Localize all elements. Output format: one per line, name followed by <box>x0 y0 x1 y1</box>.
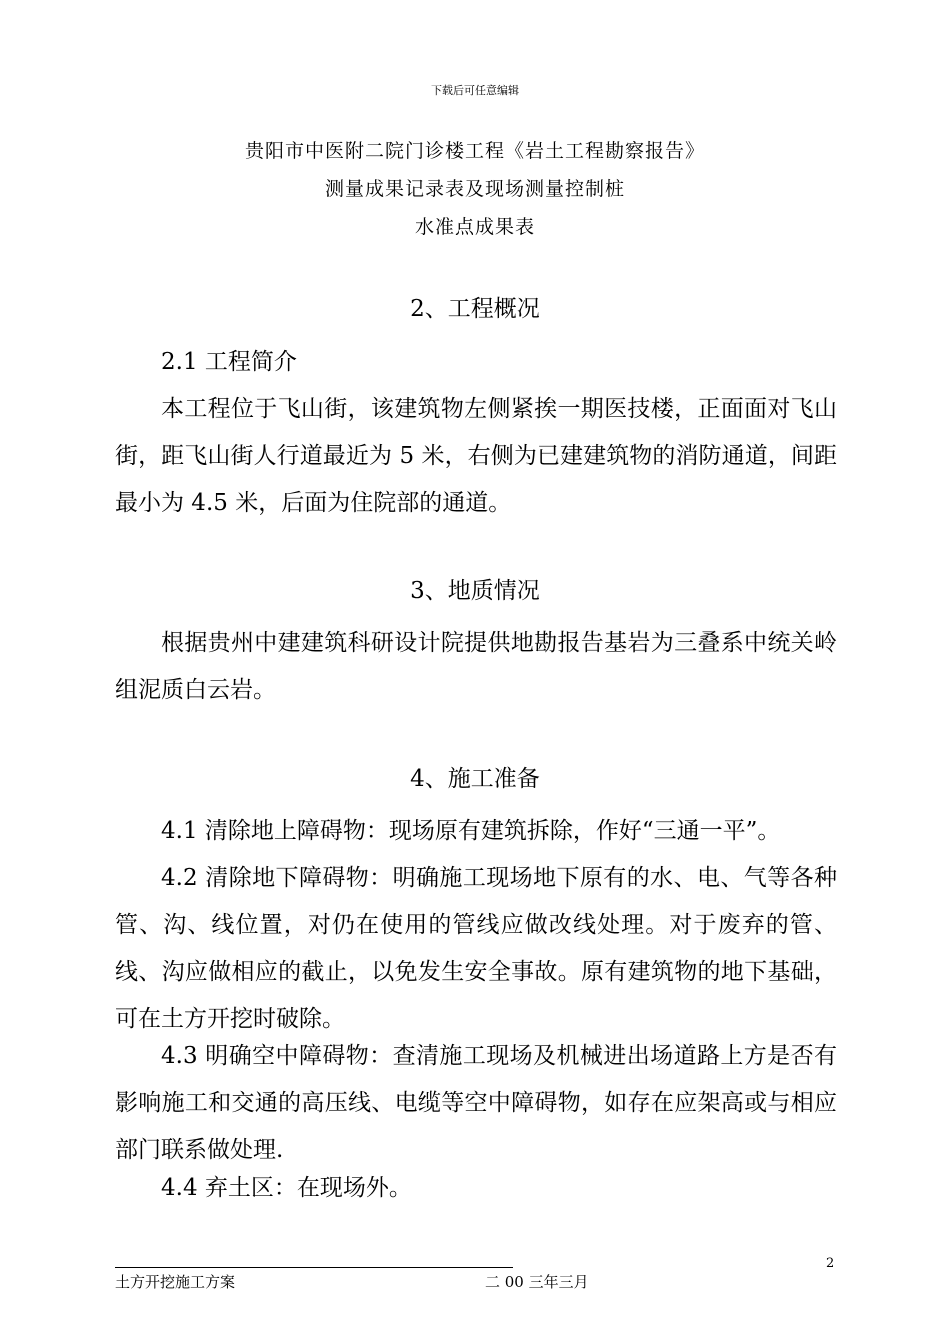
footer-date: 二 00 三年三月 <box>485 1273 589 1291</box>
item-4-1-paragraph: 4.1 清除地上障碍物：现场原有建筑拆除，作好“三通一平”。 <box>161 818 781 844</box>
document-title-line-1: 贵阳市中医附二院门诊楼工程《岩土工程勘察报告》 <box>244 140 705 162</box>
page-number: 2 <box>826 1256 835 1271</box>
subsection-2-1-heading: 2.1 工程简介 <box>161 349 297 375</box>
document-title-line-3: 水准点成果表 <box>414 216 535 238</box>
footer-document-name: 土方开挖施工方案 <box>115 1273 236 1291</box>
item-4-4-paragraph: 4.4 弃土区：在现场外。 <box>161 1175 412 1201</box>
section-2-paragraph: 本工程位于飞山街，该建筑物左侧紧挨一期医技楼，正面面对飞山街，距飞山街人行道最近为 5 米，右侧为已建建筑物的消防通道，间距最小为 4.5 米，后面为住院部的通道。 <box>115 396 837 516</box>
section-2-heading: 2、工程概况 <box>410 296 540 322</box>
item-4-3-paragraph: 4.3 明确空中障碍物：查清施工现场及机械进出场道路上方是否有影响施工和交通的高压线、电缆等空中障碍物，如存在应架高或与相应部门联系做处理. <box>115 1043 837 1163</box>
section-3-heading: 3、地质情况 <box>410 578 540 604</box>
section-4-heading: 4、施工准备 <box>410 766 540 792</box>
page-header-note: 下载后可任意编辑 <box>431 84 519 97</box>
document-title-line-2: 测量成果记录表及现场测量控制桩 <box>324 178 625 200</box>
item-4-2-paragraph: 4.2 清除地下障碍物：明确施工现场地下原有的水、电、气等各种管、沟、线位置，对仍在使用的管线应做改线处理。对于废弃的管、线、沟应做相应的截止，以免发生安全事故。原有建筑物的地下基础，可在土方开挖时破除。 <box>115 865 837 1032</box>
footer-divider <box>115 1267 513 1268</box>
section-3-paragraph: 根据贵州中建建筑科研设计院提供地勘报告基岩为三叠系中统关岭组泥质白云岩。 <box>115 630 837 703</box>
